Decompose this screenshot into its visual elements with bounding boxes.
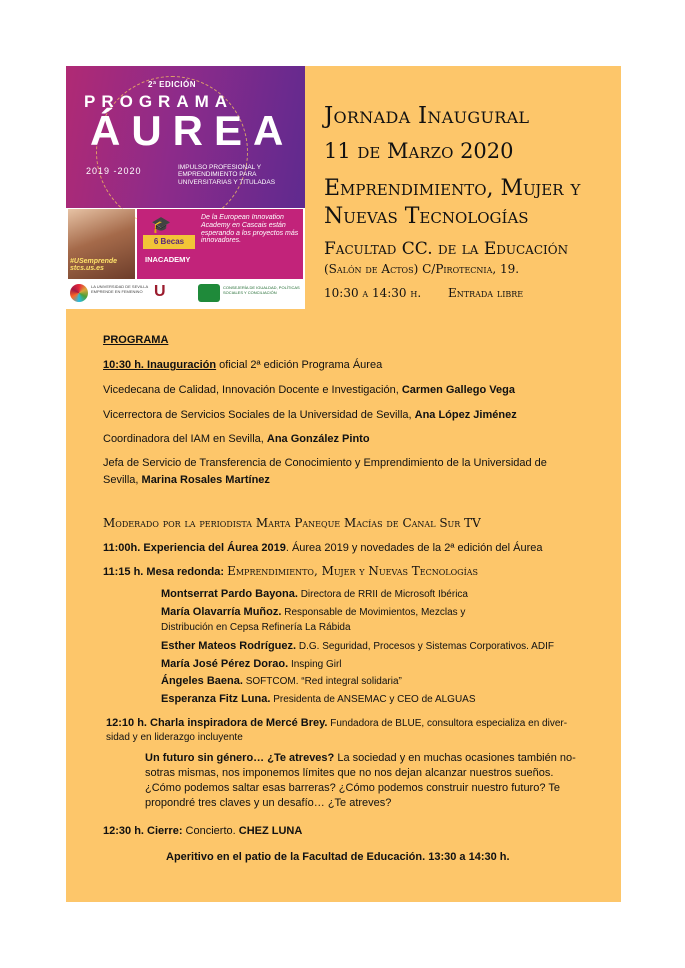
charla-desc-2: sidad y en liderazgo incluyente	[106, 732, 243, 743]
panelist-desc: SOFTCOM. “Red integral solidaria”	[245, 676, 402, 687]
event-theme: Emprendimiento, Mujer y Nuevas Tecnologías	[324, 176, 581, 229]
poster-photo	[68, 209, 135, 279]
jefa-line: Jefa de Servicio de Transferencia de Conocimiento y Emprendimiento de la Universidad de	[103, 457, 547, 469]
panelist	[161, 621, 351, 635]
panelist-name: Esther Mateos Rodríguez.	[161, 640, 297, 652]
experiencia-text: . Áurea 2019 y novedades de la 2ª edición del Áurea	[285, 542, 543, 554]
programa-aurea-poster	[66, 66, 305, 309]
futuro-title: Un futuro sin género… ¿Te atreves?	[145, 752, 335, 764]
poster-logo-strip	[66, 280, 305, 309]
hashtag-line: #USemprende	[70, 257, 118, 265]
speaker-name: Carmen Gallego Vega	[401, 384, 515, 396]
panelist-name: María Olavarría Muñoz.	[161, 606, 282, 618]
university-seal-icon: U	[154, 283, 166, 300]
jefa-role-end: Sevilla,	[103, 474, 139, 486]
charla-line	[106, 716, 567, 731]
panelist	[161, 639, 554, 654]
panelist	[161, 692, 476, 707]
panelist-desc: D.G. Seguridad, Procesos y Sistemas Corporativos. ADIF	[298, 641, 554, 652]
poster-hashtag	[70, 258, 117, 273]
charla-time: 12:10 h. Charla inspiradora de	[106, 717, 264, 729]
cierre-band: CHEZ LUNA	[235, 825, 303, 837]
cierre-time: 12:30 h. Cierre:	[103, 825, 183, 837]
programa-heading: PROGRAMA	[103, 334, 169, 346]
event-title: Jornada Inaugural	[324, 103, 530, 129]
badge-text: De la European Innovation Academy en Cascais están esperando a los proyectos más innovadores.	[201, 214, 299, 245]
sdg-wheel-icon	[70, 284, 88, 302]
speaker-role: Vicedecana de Calidad, Innovación Docente e Investigación,	[103, 384, 399, 396]
consejeria-logo-text: CONSEJERÍA DE IGUALDAD, POLÍTICAS SOCIALES Y CONCILIACIÓN	[223, 285, 300, 295]
poster-programa: PROGRAMA	[84, 92, 234, 111]
becas-badge	[137, 209, 303, 279]
jefa-name: Marina Rosales Martínez	[141, 474, 270, 486]
becas-label: 6 Becas	[143, 235, 195, 249]
inauguracion-time: 10:30 h. Inauguración	[103, 359, 217, 371]
futuro-line	[145, 751, 576, 765]
poster-tagline: IMPULSO PROFESIONAL Y EMPRENDIMIENTO PARA UNIVERSITARIAS Y TITULADAS	[178, 164, 276, 186]
panelist-desc: Responsable de Movimientos, Mezclas y	[284, 607, 466, 618]
speaker-name: Ana González Pinto	[266, 433, 370, 445]
panelist	[161, 674, 402, 689]
panelist-name: Esperanza Fitz Luna.	[161, 693, 271, 705]
panelist-name: Ángeles Baena.	[161, 675, 243, 687]
panelist-name: Montserrat Pardo Bayona.	[161, 588, 298, 600]
panelist-desc: Directora de RRII de Microsoft Ibérica	[300, 589, 468, 600]
charla-desc: Fundadora de BLUE, consultora especializa en diver-	[330, 718, 568, 729]
speaker-role: Coordinadora del IAM en Sevilla,	[103, 433, 264, 445]
inauguracion-text: oficial 2ª edición Programa Áurea	[219, 359, 383, 371]
speaker-role: Vicerrectora de Servicios Sociales de la Universidad de Sevilla,	[103, 409, 412, 421]
experiencia-line	[103, 541, 542, 555]
futuro-text: La sociedad y en muchas ocasiones también no-	[334, 752, 576, 764]
charla-speaker: Mercé Brey.	[265, 717, 328, 729]
event-hours: 10:30 a 14:30 h.	[324, 286, 422, 300]
jefa-line-2	[103, 473, 270, 487]
speaker-line	[103, 432, 370, 446]
panelist	[161, 657, 342, 672]
panelist-desc: Distribución en Cepsa Refinería La Rábida	[161, 622, 351, 633]
futuro-line: propondré tres claves y un desafío… ¿Te atreves?	[145, 797, 392, 809]
graduation-cap-icon: 🎓	[151, 217, 171, 234]
panelist	[161, 605, 465, 620]
event-entry: Entrada libre	[448, 286, 524, 300]
futuro-line: ¿Cómo podemos saltar esas barreras? ¿Cómo podemos construir nuestro futuro? Te	[145, 782, 560, 794]
panelist	[161, 587, 468, 602]
event-date: 11 de Marzo 2020	[324, 139, 514, 163]
mesa-title: Emprendimiento, Mujer y Nuevas Tecnologías	[227, 564, 478, 578]
speaker-name: Ana López Jiménez	[414, 409, 517, 421]
speaker-line	[103, 383, 515, 397]
experiencia-time: 11:00h. Experiencia del Áurea 2019	[103, 542, 286, 554]
poster-aurea-title: ÁUREA	[90, 107, 295, 154]
event-venue: Facultad CC. de la Educación	[324, 239, 569, 259]
speaker-line	[103, 408, 517, 422]
junta-andalucia-logo	[198, 284, 220, 302]
futuro-line: sotras mismas, nos imponemos límites que no nos dejan alcanzar nuestros sueños.	[145, 767, 554, 779]
moderator-line: Moderado por la periodista Marta Paneque Macías de Canal Sur TV	[103, 516, 481, 530]
poster-edition: 2ª EDICIÓN	[148, 80, 196, 89]
panelist-desc: Presidenta de ANSEMAC y CEO de ALGUAS	[273, 694, 476, 705]
us-emprende-logo-text: LA UNIVERSIDAD DE SEVILLA EMPRENDE EN FEMENINO	[91, 284, 148, 294]
hashtag-url: stcs.us.es	[70, 265, 104, 273]
mesa-line	[103, 564, 478, 579]
poster-banner	[66, 66, 305, 208]
cierre-line	[103, 824, 302, 838]
panelist-name: María José Pérez Dorao.	[161, 658, 289, 670]
mesa-time: 11:15 h. Mesa redonda:	[103, 566, 225, 578]
cierre-text: Concierto.	[182, 825, 236, 837]
panelist-desc: Insping Girl	[290, 659, 342, 670]
aperitivo-line: Aperitivo en el patio de la Facultad de Educación. 13:30 a 14:30 h.	[166, 851, 510, 863]
event-address: (Salón de Actos) C/Pirotecnia, 19.	[324, 262, 520, 276]
inauguracion-line	[103, 358, 382, 372]
inacademy-label: INACADEMY	[145, 255, 191, 264]
poster-years: 2019 -2020	[86, 166, 142, 176]
